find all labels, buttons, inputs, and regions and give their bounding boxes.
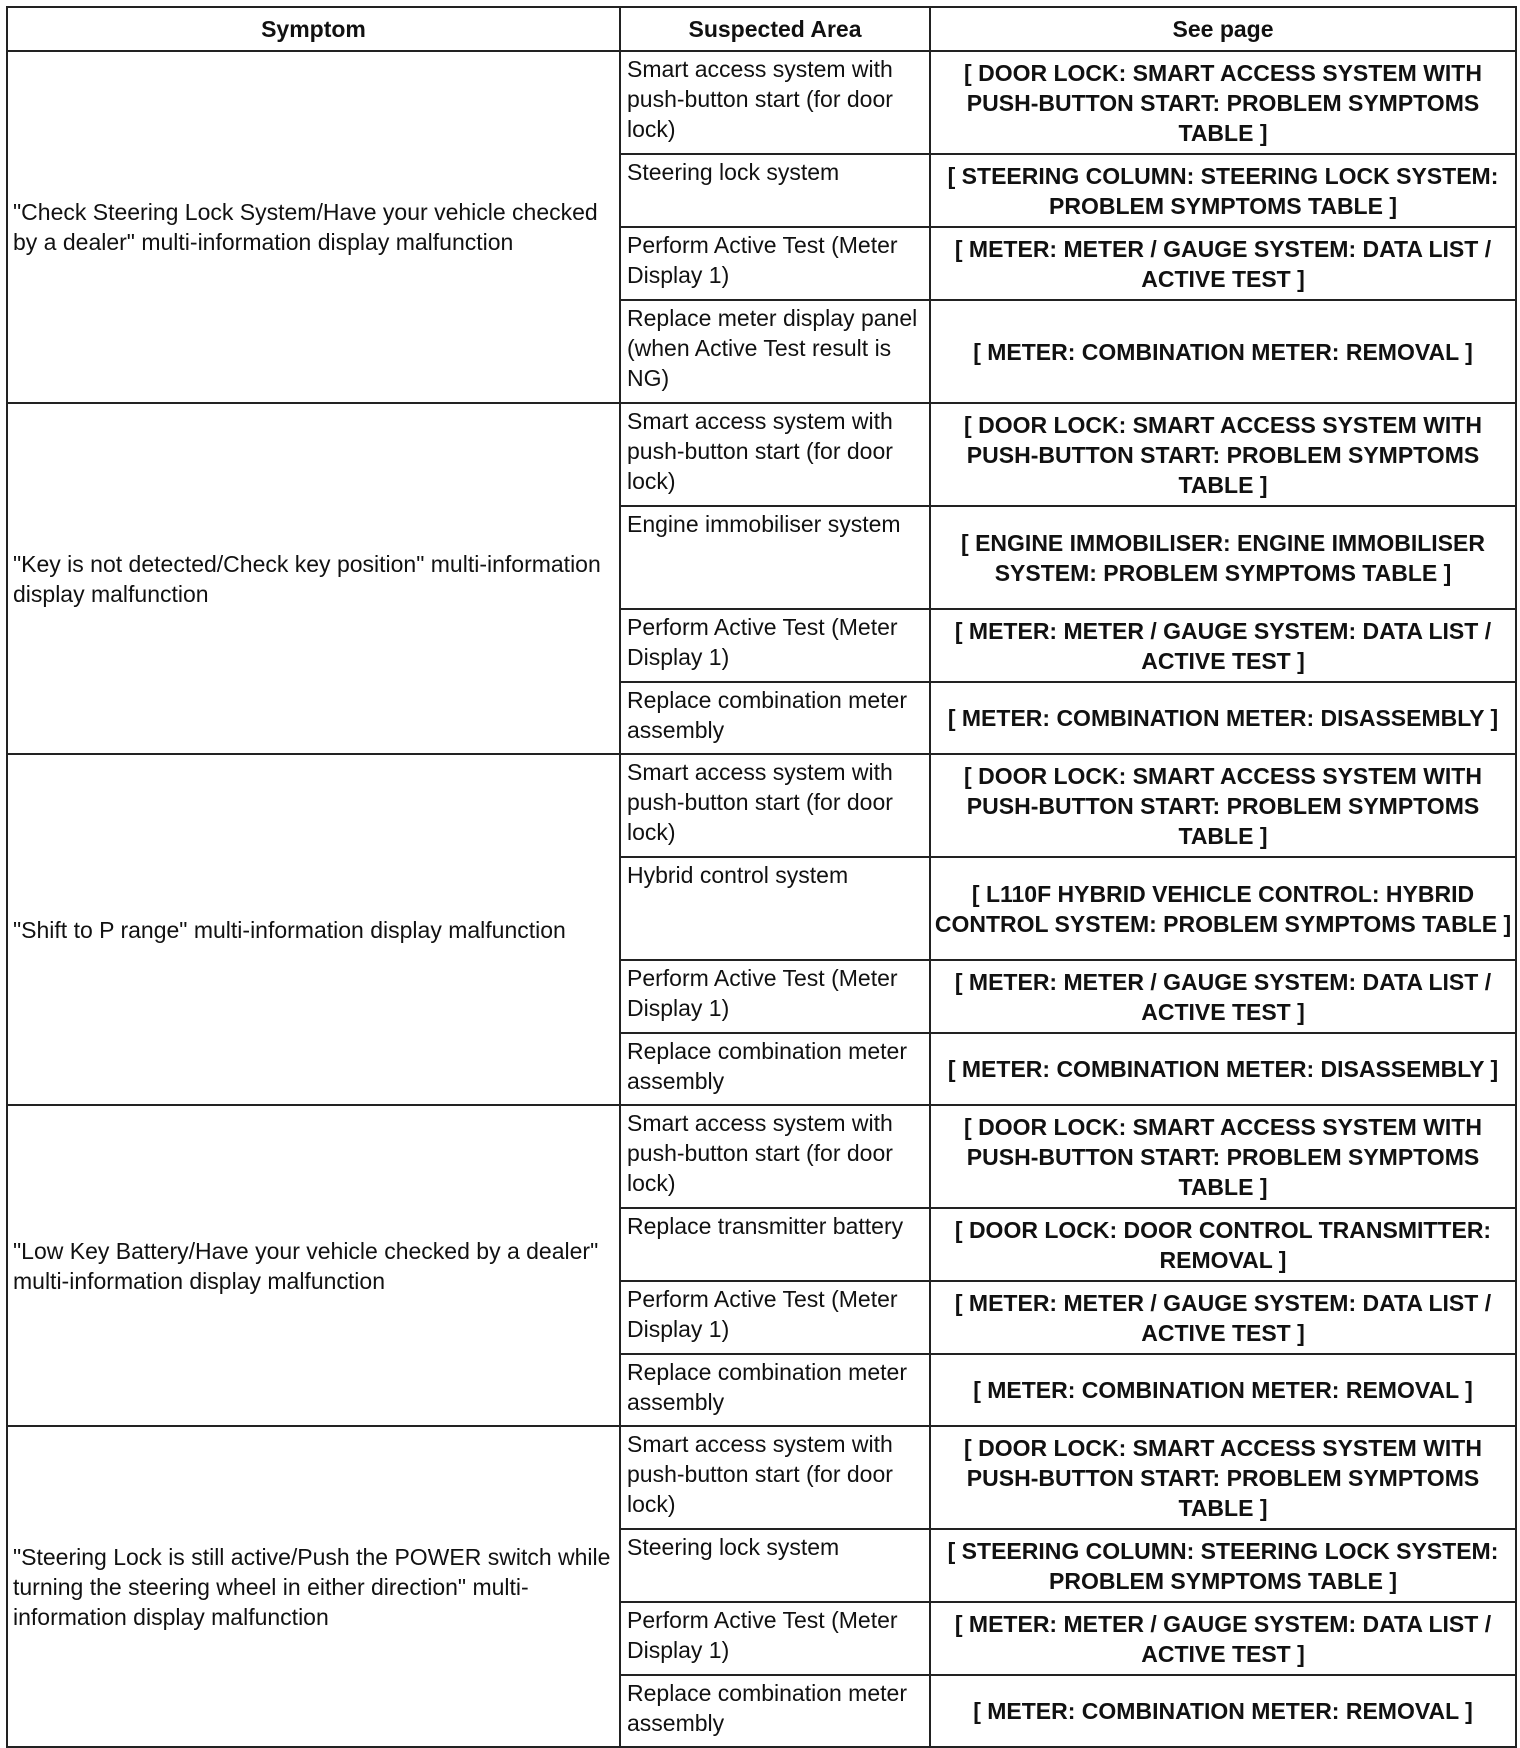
suspected-area-cell: Perform Active Test (Meter Display 1) [620, 227, 930, 300]
table-row [7, 403, 1516, 506]
see-page-link[interactable]: [ METER: METER / GAUGE SYSTEM: DATA LIST / ACTIVE TEST ] [930, 227, 1516, 300]
see-page-link[interactable]: [ METER: COMBINATION METER: REMOVAL ] [930, 1675, 1516, 1747]
header-suspected-area: Suspected Area [620, 7, 930, 51]
table-row [7, 1426, 1516, 1529]
see-page-link[interactable]: [ DOOR LOCK: SMART ACCESS SYSTEM WITH PUSH-BUTTON START: PROBLEM SYMPTOMS TABLE ] [930, 1426, 1516, 1529]
see-page-link[interactable]: [ STEERING COLUMN: STEERING LOCK SYSTEM: PROBLEM SYMPTOMS TABLE ] [930, 154, 1516, 227]
symptoms-table [6, 6, 1517, 1748]
suspected-area-cell: Smart access system with push-button start (for door lock) [620, 51, 930, 154]
see-page-link[interactable]: [ METER: COMBINATION METER: DISASSEMBLY ] [930, 682, 1516, 754]
see-page-link[interactable]: [ METER: METER / GAUGE SYSTEM: DATA LIST / ACTIVE TEST ] [930, 1602, 1516, 1675]
header-symptom: Symptom [7, 7, 620, 51]
suspected-area-cell: Steering lock system [620, 1529, 930, 1602]
suspected-area-cell: Smart access system with push-button start (for door lock) [620, 403, 930, 506]
see-page-link[interactable]: [ DOOR LOCK: SMART ACCESS SYSTEM WITH PUSH-BUTTON START: PROBLEM SYMPTOMS TABLE ] [930, 51, 1516, 154]
see-page-link[interactable]: [ L110F HYBRID VEHICLE CONTROL: HYBRID CONTROL SYSTEM: PROBLEM SYMPTOMS TABLE ] [930, 857, 1516, 960]
see-page-link[interactable]: [ DOOR LOCK: SMART ACCESS SYSTEM WITH PUSH-BUTTON START: PROBLEM SYMPTOMS TABLE ] [930, 403, 1516, 506]
suspected-area-cell: Smart access system with push-button start (for door lock) [620, 754, 930, 857]
suspected-area-cell: Perform Active Test (Meter Display 1) [620, 1281, 930, 1354]
see-page-link[interactable]: [ METER: COMBINATION METER: REMOVAL ] [930, 1354, 1516, 1426]
header-see-page: See page [930, 7, 1516, 51]
suspected-area-cell: Hybrid control system [620, 857, 930, 960]
table-row [7, 51, 1516, 154]
see-page-link[interactable]: [ DOOR LOCK: SMART ACCESS SYSTEM WITH PUSH-BUTTON START: PROBLEM SYMPTOMS TABLE ] [930, 1105, 1516, 1208]
table-row [7, 1105, 1516, 1208]
suspected-area-cell: Smart access system with push-button start (for door lock) [620, 1105, 930, 1208]
suspected-area-cell: Replace combination meter assembly [620, 1354, 930, 1426]
header-row [7, 7, 1516, 51]
symptom-cell: "Key is not detected/Check key position" multi-information display malfunction [7, 403, 620, 754]
table-row [7, 754, 1516, 857]
symptom-cell: "Steering Lock is still active/Push the POWER switch while turning the steering wheel in either direction" multi-information display malfunction [7, 1426, 620, 1747]
suspected-area-cell: Replace combination meter assembly [620, 682, 930, 754]
symptom-cell: "Shift to P range" multi-information display malfunction [7, 754, 620, 1105]
see-page-link[interactable]: [ ENGINE IMMOBILISER: ENGINE IMMOBILISER SYSTEM: PROBLEM SYMPTOMS TABLE ] [930, 506, 1516, 609]
symptom-cell: "Check Steering Lock System/Have your vehicle checked by a dealer" multi-information display malfunction [7, 51, 620, 403]
suspected-area-cell: Perform Active Test (Meter Display 1) [620, 1602, 930, 1675]
suspected-area-cell: Replace combination meter assembly [620, 1675, 930, 1747]
see-page-link[interactable]: [ METER: METER / GAUGE SYSTEM: DATA LIST / ACTIVE TEST ] [930, 609, 1516, 682]
see-page-link[interactable]: [ STEERING COLUMN: STEERING LOCK SYSTEM: PROBLEM SYMPTOMS TABLE ] [930, 1529, 1516, 1602]
suspected-area-cell: Perform Active Test (Meter Display 1) [620, 960, 930, 1033]
suspected-area-cell: Engine immobiliser system [620, 506, 930, 609]
see-page-link[interactable]: [ METER: COMBINATION METER: DISASSEMBLY ] [930, 1033, 1516, 1105]
suspected-area-cell: Perform Active Test (Meter Display 1) [620, 609, 930, 682]
suspected-area-cell: Steering lock system [620, 154, 930, 227]
symptom-cell: "Low Key Battery/Have your vehicle checked by a dealer" multi-information display malfunction [7, 1105, 620, 1426]
see-page-link[interactable]: [ DOOR LOCK: SMART ACCESS SYSTEM WITH PUSH-BUTTON START: PROBLEM SYMPTOMS TABLE ] [930, 754, 1516, 857]
see-page-link[interactable]: [ DOOR LOCK: DOOR CONTROL TRANSMITTER: REMOVAL ] [930, 1208, 1516, 1281]
suspected-area-cell: Smart access system with push-button start (for door lock) [620, 1426, 930, 1529]
see-page-link[interactable]: [ METER: METER / GAUGE SYSTEM: DATA LIST / ACTIVE TEST ] [930, 960, 1516, 1033]
suspected-area-cell: Replace transmitter battery [620, 1208, 930, 1281]
see-page-link[interactable]: [ METER: METER / GAUGE SYSTEM: DATA LIST / ACTIVE TEST ] [930, 1281, 1516, 1354]
suspected-area-cell: Replace combination meter assembly [620, 1033, 930, 1105]
suspected-area-cell: Replace meter display panel (when Active Test result is NG) [620, 300, 930, 403]
see-page-link[interactable]: [ METER: COMBINATION METER: REMOVAL ] [930, 300, 1516, 403]
